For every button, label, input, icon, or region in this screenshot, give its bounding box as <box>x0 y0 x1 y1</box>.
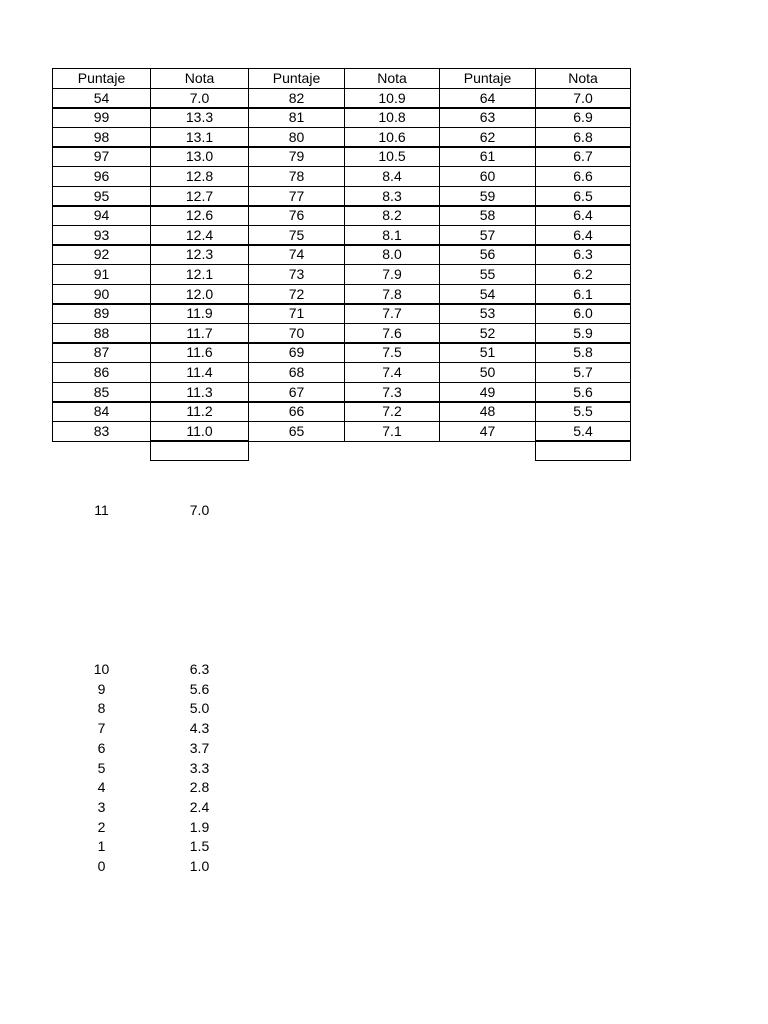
table-cell: 54 <box>52 88 151 109</box>
table-cell: 7.2 <box>344 401 440 422</box>
table-cell: 70 <box>248 323 345 344</box>
table-cell: 6.8 <box>535 127 631 148</box>
grade-cell: 5.0 <box>189 700 210 716</box>
table-cell: 58 <box>439 205 536 226</box>
score-cell: 0 <box>97 858 106 874</box>
table-cell: 11.2 <box>150 401 249 422</box>
table-cell: 66 <box>248 401 345 422</box>
table-cell: 78 <box>248 166 345 187</box>
table-cell: 13.0 <box>150 146 249 167</box>
score-cell: 9 <box>97 681 106 697</box>
grade-cell: 1.5 <box>189 838 210 854</box>
table-cell: 6.7 <box>535 146 631 167</box>
grade-cell: 6.3 <box>189 661 210 677</box>
table-cell: 6.4 <box>535 205 631 226</box>
table-cell: 88 <box>52 323 151 344</box>
table-cell: 72 <box>248 284 345 305</box>
table-cell: 12.0 <box>150 284 249 305</box>
table-cell: 6.4 <box>535 225 631 246</box>
table-cell: 13.1 <box>150 127 249 148</box>
table-cell: 5.5 <box>535 401 631 422</box>
score-cell: 7 <box>97 720 106 736</box>
table-cell: 6.5 <box>535 186 631 207</box>
table-cell: 64 <box>439 88 536 109</box>
table-cell: 98 <box>52 127 151 148</box>
table-header-cell: Nota <box>344 68 440 89</box>
table-cell: 5.9 <box>535 323 631 344</box>
score-cell: 3 <box>97 799 106 815</box>
table-cell: 95 <box>52 186 151 207</box>
table-cell: 71 <box>248 303 345 324</box>
table-cell: 11.9 <box>150 303 249 324</box>
grade-cell: 2.8 <box>189 779 210 795</box>
table-cell: 11.6 <box>150 342 249 363</box>
table-cell: 75 <box>248 225 345 246</box>
table-cell: 84 <box>52 401 151 422</box>
table-cell: 97 <box>52 146 151 167</box>
table-cell: 5.6 <box>535 382 631 403</box>
table-cell: 7.8 <box>344 284 440 305</box>
table-cell: 8.0 <box>344 244 440 265</box>
table-cell: 48 <box>439 401 536 422</box>
grade-cell: 1.9 <box>189 819 210 835</box>
table-cell: 8.1 <box>344 225 440 246</box>
table-cell: 81 <box>248 107 345 128</box>
table-cell: 6.6 <box>535 166 631 187</box>
table-cell: 5.7 <box>535 362 631 383</box>
table-cell: 7.0 <box>535 88 631 109</box>
table-cell: 8.2 <box>344 205 440 226</box>
table-cell: 10.9 <box>344 88 440 109</box>
table-cell: 11.3 <box>150 382 249 403</box>
table-cell: 7.1 <box>344 421 440 442</box>
table-cell: 69 <box>248 342 345 363</box>
table-cell: 94 <box>52 205 151 226</box>
score-cell: 10 <box>93 661 110 677</box>
table-cell: 65 <box>248 421 345 442</box>
table-cell: 7.6 <box>344 323 440 344</box>
table-cell: 73 <box>248 264 345 285</box>
table-cell: 60 <box>439 166 536 187</box>
table-cell: 61 <box>439 146 536 167</box>
score-cell: 2 <box>97 819 106 835</box>
grade-cell: 3.3 <box>189 760 210 776</box>
table-cell: 10.5 <box>344 146 440 167</box>
table-cell: 99 <box>52 107 151 128</box>
table-cell: 79 <box>248 146 345 167</box>
table-header-cell: Nota <box>535 68 631 89</box>
table-cell: 62 <box>439 127 536 148</box>
table-cell: 7.4 <box>344 362 440 383</box>
table-cell: 59 <box>439 186 536 207</box>
table-cell: 11.4 <box>150 362 249 383</box>
score-cell: 6 <box>97 740 106 756</box>
grade-cell: 2.4 <box>189 799 210 815</box>
table-cell: 49 <box>439 382 536 403</box>
table-cell: 83 <box>52 421 151 442</box>
table-cell: 57 <box>439 225 536 246</box>
table-cell: 82 <box>248 88 345 109</box>
table-cell: 68 <box>248 362 345 383</box>
empty-cell <box>150 440 249 461</box>
table-cell: 53 <box>439 303 536 324</box>
table-cell: 54 <box>439 284 536 305</box>
table-header-cell: Puntaje <box>439 68 536 89</box>
table-cell: 12.6 <box>150 205 249 226</box>
table-cell: 87 <box>52 342 151 363</box>
grade-cell: 4.3 <box>189 720 210 736</box>
table-cell: 7.7 <box>344 303 440 324</box>
table-cell: 12.1 <box>150 264 249 285</box>
table-cell: 56 <box>439 244 536 265</box>
table-cell: 91 <box>52 264 151 285</box>
score-cell: 4 <box>97 779 106 795</box>
table-cell: 93 <box>52 225 151 246</box>
table-cell: 12.8 <box>150 166 249 187</box>
table-cell: 7.9 <box>344 264 440 285</box>
table-cell: 6.1 <box>535 284 631 305</box>
table-cell: 10.8 <box>344 107 440 128</box>
score-cell: 8 <box>97 700 106 716</box>
table-cell: 85 <box>52 382 151 403</box>
table-cell: 50 <box>439 362 536 383</box>
score-cell: 11 <box>94 502 109 518</box>
table-header-cell: Puntaje <box>52 68 151 89</box>
table-cell: 7.3 <box>344 382 440 403</box>
table-cell: 8.4 <box>344 166 440 187</box>
table-cell: 47 <box>439 421 536 442</box>
table-cell: 51 <box>439 342 536 363</box>
table-cell: 77 <box>248 186 345 207</box>
table-cell: 76 <box>248 205 345 226</box>
table-cell: 13.3 <box>150 107 249 128</box>
table-cell: 5.4 <box>535 421 631 442</box>
table-cell: 52 <box>439 323 536 344</box>
table-cell: 12.4 <box>150 225 249 246</box>
grade-cell: 5.6 <box>189 681 210 697</box>
table-cell: 8.3 <box>344 186 440 207</box>
table-cell: 7.0 <box>150 88 249 109</box>
table-cell: 67 <box>248 382 345 403</box>
table-header-cell: Puntaje <box>248 68 345 89</box>
table-cell: 7.5 <box>344 342 440 363</box>
table-cell: 86 <box>52 362 151 383</box>
grade-cell: 1.0 <box>189 858 210 874</box>
table-cell: 74 <box>248 244 345 265</box>
table-cell: 6.0 <box>535 303 631 324</box>
table-cell: 55 <box>439 264 536 285</box>
table-cell: 6.2 <box>535 264 631 285</box>
table-cell: 6.9 <box>535 107 631 128</box>
table-cell: 90 <box>52 284 151 305</box>
table-cell: 5.8 <box>535 342 631 363</box>
table-header-cell: Nota <box>150 68 249 89</box>
score-cell: 5 <box>97 760 106 776</box>
table-cell: 92 <box>52 244 151 265</box>
table-cell: 12.3 <box>150 244 249 265</box>
table-cell: 10.6 <box>344 127 440 148</box>
table-cell: 11.0 <box>150 421 249 442</box>
table-cell: 11.7 <box>150 323 249 344</box>
score-cell: 1 <box>97 838 106 854</box>
empty-cell <box>535 440 631 461</box>
table-cell: 89 <box>52 303 151 324</box>
table-cell: 12.7 <box>150 186 249 207</box>
grade-cell: 7.0 <box>189 502 210 518</box>
table-cell: 80 <box>248 127 345 148</box>
table-cell: 6.3 <box>535 244 631 265</box>
table-cell: 96 <box>52 166 151 187</box>
table-cell: 63 <box>439 107 536 128</box>
grade-cell: 3.7 <box>189 740 210 756</box>
